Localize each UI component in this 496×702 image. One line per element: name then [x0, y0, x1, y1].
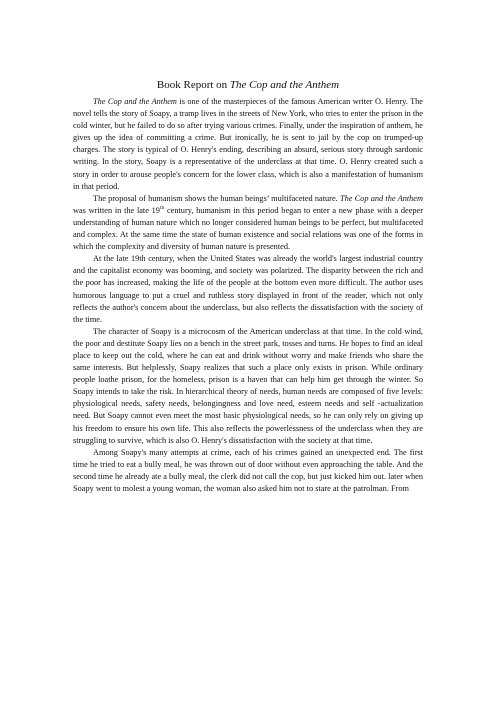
document-title [0, 78, 496, 92]
paragraph-2-superscript: th [159, 205, 165, 212]
title-prefix: Book Report on [156, 79, 230, 91]
paragraph-1-work: The Cop and the Anthem [93, 97, 177, 106]
title-work: The Cop and the Anthem [229, 79, 340, 91]
paragraph-1-text: is one of the masterpieces of the famous American writer O. Henry. The novel tells the story of Soapy, a tramp lives in the streets of New York, who tries to enter the prison in the cold winter, but he failed to do so after trying various crimes. Finally, under the inspiration of anthem, he gives up the idea of committing a crime. But ironically, he is sent to jail by the cop on trumped-up charges. The story is typical of O. Henry's ending, describing an absurd, serious story through sardonic writing. In the story, Soapy is a representative of the underclass at that time. O. Henry created such a story in order to arouse people's concern for the lower class, which is also a manifestation of humanism in that period. [73, 97, 423, 191]
document-body [73, 96, 423, 495]
paragraph-5: Among Soapy's many attempts at crime, each of his crimes gained an unexpected end. The first time he tried to eat a bully meal, he was thrown out of door without even approaching the table. And the second time he already ate a bully meal, the clerk did not call the cop, but just kicked him out. later when Soapy went to molest a young woman, the woman also asked him not to stare at the patrolman. From [73, 447, 423, 493]
paragraph-2-start: The proposal of humanism shows the human beings’ multifaceted nature. [93, 193, 340, 203]
paragraph-1 [73, 96, 423, 193]
paragraph-4: The character of Soapy is a microcosm of the American underclass at that time. In the cold wind, the poor and destitute Soapy lies on a bench in the street park, tosses and turns. He hopes to find an ideal place to keep out the cold, where he can eat and drink without worry and make friends who share the same interests. But helplessly, Soapy realizes that such a place only exists in prison. While ordinary people loathe prison, for the homeless, prison is a haven that can help him get through the winter. So Soapy intends to take the risk. In hierarchical theory of needs, human needs are composed of five levels: physiological needs, safety needs, belongingness and love need, esteem needs and self -actualization need. But Soapy cannot even meet the most basic physiological needs, so he can only rely on giving up his freedom to ensure his own life. This also reflects the powerlessness of the underclass when they are struggling to survive, which is also O. Henry's dissatisfaction with the society at that time. [73, 326, 423, 445]
paragraph-3: At the late 19th century, when the United States was already the world's largest industrial country and the capitalist economy was booming, and society was polarized. The disparity between the rich and the poor has increased, making the life of the people at the bottom even more difficult. The author uses humorous language to put a cruel and ruthless story displayed in front of the reader, which not only reflects the author's concern about the underclass, but also reflects the dissatisfaction with the society of the time. [73, 254, 423, 324]
paragraph-2-mid: was written in the late 19 [73, 205, 160, 215]
paragraph-2 [73, 193, 423, 253]
paragraph-2-work: The Cop and the Anthem [339, 193, 423, 203]
paragraph-2-end: century, humanism in this period began to enter a new phase with a deeper understanding of human nature which no longer considered human beings to be perfect, but multifaceted and complex. At the same time the state of human existence and social relations was one of the forms in which the complexity and diversity of human nature is presented. [73, 205, 423, 252]
